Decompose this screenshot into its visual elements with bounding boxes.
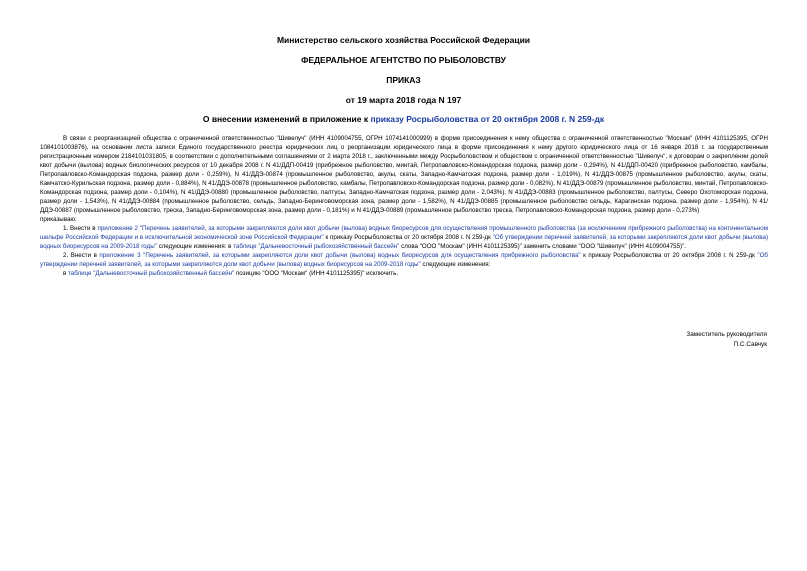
- item-1-appendix-link[interactable]: приложение 2 "Перечень заявителей, за которыми закрепляются доли квот добычи (вылова) водных биоресурсов для осуществления промышленного рыболовства (за исключением прибрежного рыболовства) на континентальном шельфе Российской Федерации и в исключительной экономической зоне Российской Федерации": [40, 225, 769, 241]
- document-body: [40, 134, 768, 278]
- preamble-paragraph: В связи с реорганизацией общества с ограниченной ответственностью "Шивелуч" (ИНН 4109004755, ОГРН 1074141000999) в форме присоединения к нему общества с ограниченной ответственностью "Москам" (ИНН 4101125395, ОГРН 1084101003876), на основании листа записи Единого государственного реестра юридических лиц о реорганизации юридического лица в форме присоединения к нему другого юридического лица от 16 января 2018 г. за государственным регистрационным номером 2184101031805, в соответствии с дополнительными соглашениями от 2 марта 2018 г., заключенными между Росрыболовством и обществом с ограниченной ответственностью "Шивелуч", к договорам о закреплении долей квот добычи (вылова) водных биологических ресурсов от 10 декабря 2008 г. N 41/ДДП-00419 (прибрежное рыболовство, минтай, Петропавловско-Командорская подзона, размер доли - 0,294%), N 41/ДДП-00420 (прибрежное рыболовство, камбалы, Петропавловско-Командорская подзона, размер доли - 0,259%), N 41/ДДЭ-00874 (промышленное рыболовство, акулы, скаты, Западно-Камчатская подзона, размер доли - 1,019%), N 41/ДДЭ-00875 (промышленное рыболовство, акулы, скаты, Камчатско-Курильская подзона, размер доли - 0,884%), N 41/ДДЭ-00878 (промышленное рыболовство, камбалы, Петропавловско-Командорская подзона, размер доли - 0,082%), N 41/ДДЭ-00879 (промышленное рыболовство, минтай, Петропавловско-Командорская подзона, размер доли - 0,104%), N 41/ДДЭ-00880 (промышленное рыболовство, палтусы, Западно-Камчатская подзона, размер доли - 2,043%), N 41/ДДЭ-00883 (промышленное рыболовство, палтусы, Северо Охотоморская подзона, размер доли - 1,543%), N 41/ДДЭ-00884 (промышленное рыболовство, сельдь, Западно-Беринговоморская зона, размер доли - 1,582%), N 41/ДДЭ-00885 (промышленное рыболовство сельдь, Карагинская подзона, размер доли - 1,954%), N 41/ДДЭ-00887 (промышленное рыболовство, треска, Западно-Беринговоморская зона, размер доли - 0,181%) и N 41/ДДЭ-00889 (промышленное рыболовство треска, Петропавловско-Командорская подзона, размер доли - 0,273%): [40, 135, 768, 214]
- date-number-heading: от 19 марта 2018 года N 197: [345, 95, 462, 105]
- item-2-text-a: 2. Внести в: [63, 252, 100, 259]
- item-1-text-c: следующие изменения: в: [156, 243, 234, 250]
- ministry-heading: Министерство сельского хозяйства Российской Федерации: [276, 35, 531, 45]
- document-title: [0, 114, 807, 124]
- item-1-table-link[interactable]: таблице "Дальневосточный рыбохозяйственный бассейн": [233, 243, 400, 250]
- order-word: приказываю:: [40, 216, 77, 223]
- signature-name: П.С.Савчук: [733, 341, 767, 348]
- item-2-text-b: к приказу Росрыболовства от 20 октября 2008 г. N 259-дк: [580, 252, 758, 259]
- item-1-paragraph: [40, 224, 768, 251]
- item-1-text-d: слова "ООО "Москам" (ИНН 4101125395)" заменить словами "ООО "Шивелуч" (ИНН 4109004755)".: [399, 243, 687, 250]
- item-2-sub-paragraph: [40, 269, 768, 278]
- agency-heading: ФЕДЕРАЛЬНОЕ АГЕНТСТВО ПО РЫБОЛОВСТВУ: [301, 55, 506, 65]
- item-2-order-title-link[interactable]: "Об утверждении перечней заявителей, за которыми закрепляются доли квот добычи (вылова) водных биоресурсов на 2009-2018 годы": [40, 252, 768, 268]
- signature-position: Заместитель руководителя: [686, 331, 767, 338]
- doc-type-heading: ПРИКАЗ: [386, 75, 421, 85]
- item-1-text-a: 1. Внести в: [63, 225, 98, 232]
- title-order-link[interactable]: приказу Росрыболовства от 20 октября 2008 г. N 259-дк: [370, 114, 605, 124]
- item-2-appendix-link[interactable]: приложение 3 "Перечень заявителей, за которыми закрепляются доли квот добычи (вылова) водных биоресурсов для осуществления прибрежного рыболовства": [99, 252, 581, 259]
- item-2-text-c: следующие изменения:: [420, 261, 491, 268]
- item-2-sub-text-b: позицию "ООО "Москам" (ИНН 4101125395)" исключить.: [234, 270, 399, 277]
- item-2-table-link[interactable]: таблице "Дальневосточный рыбохозяйственный бассейн": [68, 270, 235, 277]
- title-prefix: О внесении изменений в приложение к: [202, 114, 371, 124]
- item-2-paragraph: [40, 251, 768, 269]
- item-1-order-title-link[interactable]: "Об утверждении перечней заявителей, за которыми закрепляются доли квот добычи (вылова) водных биоресурсов на 2009-2018 годы": [40, 234, 769, 250]
- item-2-sub-text-a: в: [63, 270, 69, 277]
- item-1-text-b: к приказу Росрыболовства от 20 октября 2008 г. N 259-дк: [323, 234, 493, 241]
